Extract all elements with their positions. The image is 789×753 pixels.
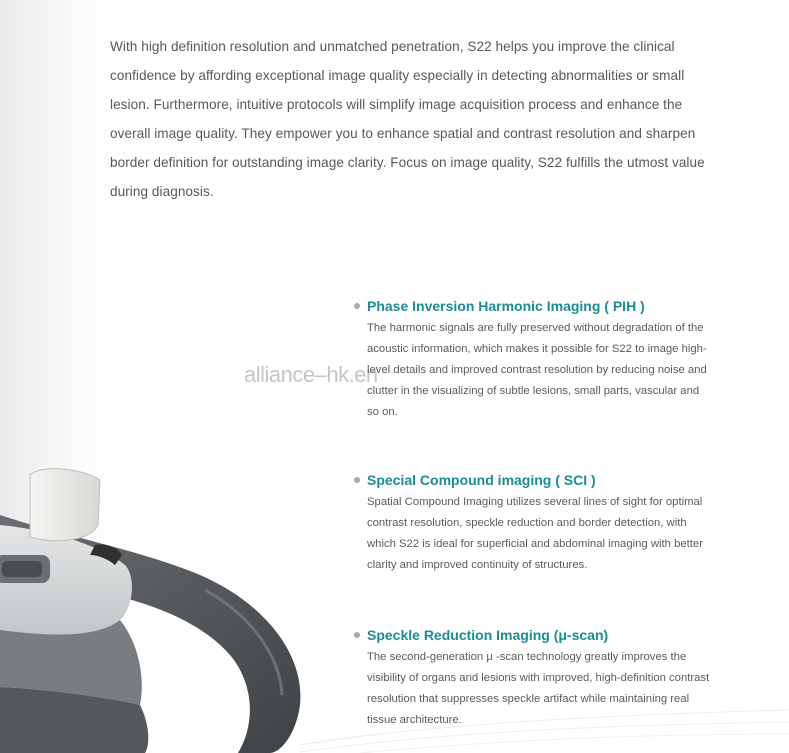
feature-title: Speckle Reduction Imaging (μ-scan) [367, 627, 609, 643]
bullet-icon [354, 477, 360, 483]
feature-sci [352, 470, 712, 587]
feature-heading [352, 296, 712, 316]
feature-description: The harmonic signals are fully preserved without degradation of the acoustic information, which makes it possible for S22 to image high-level details and improved contrast resolution by reducing noise and clutter in the visualizing of subtle lesions, small parts, vascular and so on. [367, 322, 707, 418]
watermark: alliance–hk.en [244, 362, 378, 387]
feature-description: The second-generation μ -scan technology greatly improves the visibility of organs and lesions with improved, high-definition contrast resolution that suppresses speckle artifact while maintaining real tissue architecture. [367, 651, 710, 726]
ultrasound-device-image [0, 455, 310, 753]
feature-uscan [352, 625, 712, 742]
bullet-icon [354, 632, 360, 638]
intro-paragraph: With high definition resolution and unmatched penetration, S22 helps you improve the clinical confidence by affording exceptional image quality especially in detecting abnormalities or small lesion. Furthermore, intuitive protocols will simplify image acquisition process and enhance the overall image quality. They empower you to enhance spatial and contrast resolution and sharpen border definition for outstanding image clarity. Focus on image quality, S22 fulfills the utmost value during diagnosis. [110, 38, 705, 199]
ultrasound-device-icon [0, 455, 310, 753]
feature-title: Phase Inversion Harmonic Imaging ( PIH ) [367, 298, 645, 314]
feature-title: Special Compound imaging ( SCI ) [367, 472, 596, 488]
bullet-icon [354, 303, 360, 309]
feature-pih [352, 296, 712, 434]
feature-heading [352, 470, 712, 490]
feature-heading [352, 625, 712, 645]
feature-description: Spatial Compound Imaging utilizes several lines of sight for optimal contrast resolution, speckle reduction and border detection, with which S22 is ideal for superficial and abdominal imaging with better clarity and improved continuity of structures. [367, 496, 703, 571]
